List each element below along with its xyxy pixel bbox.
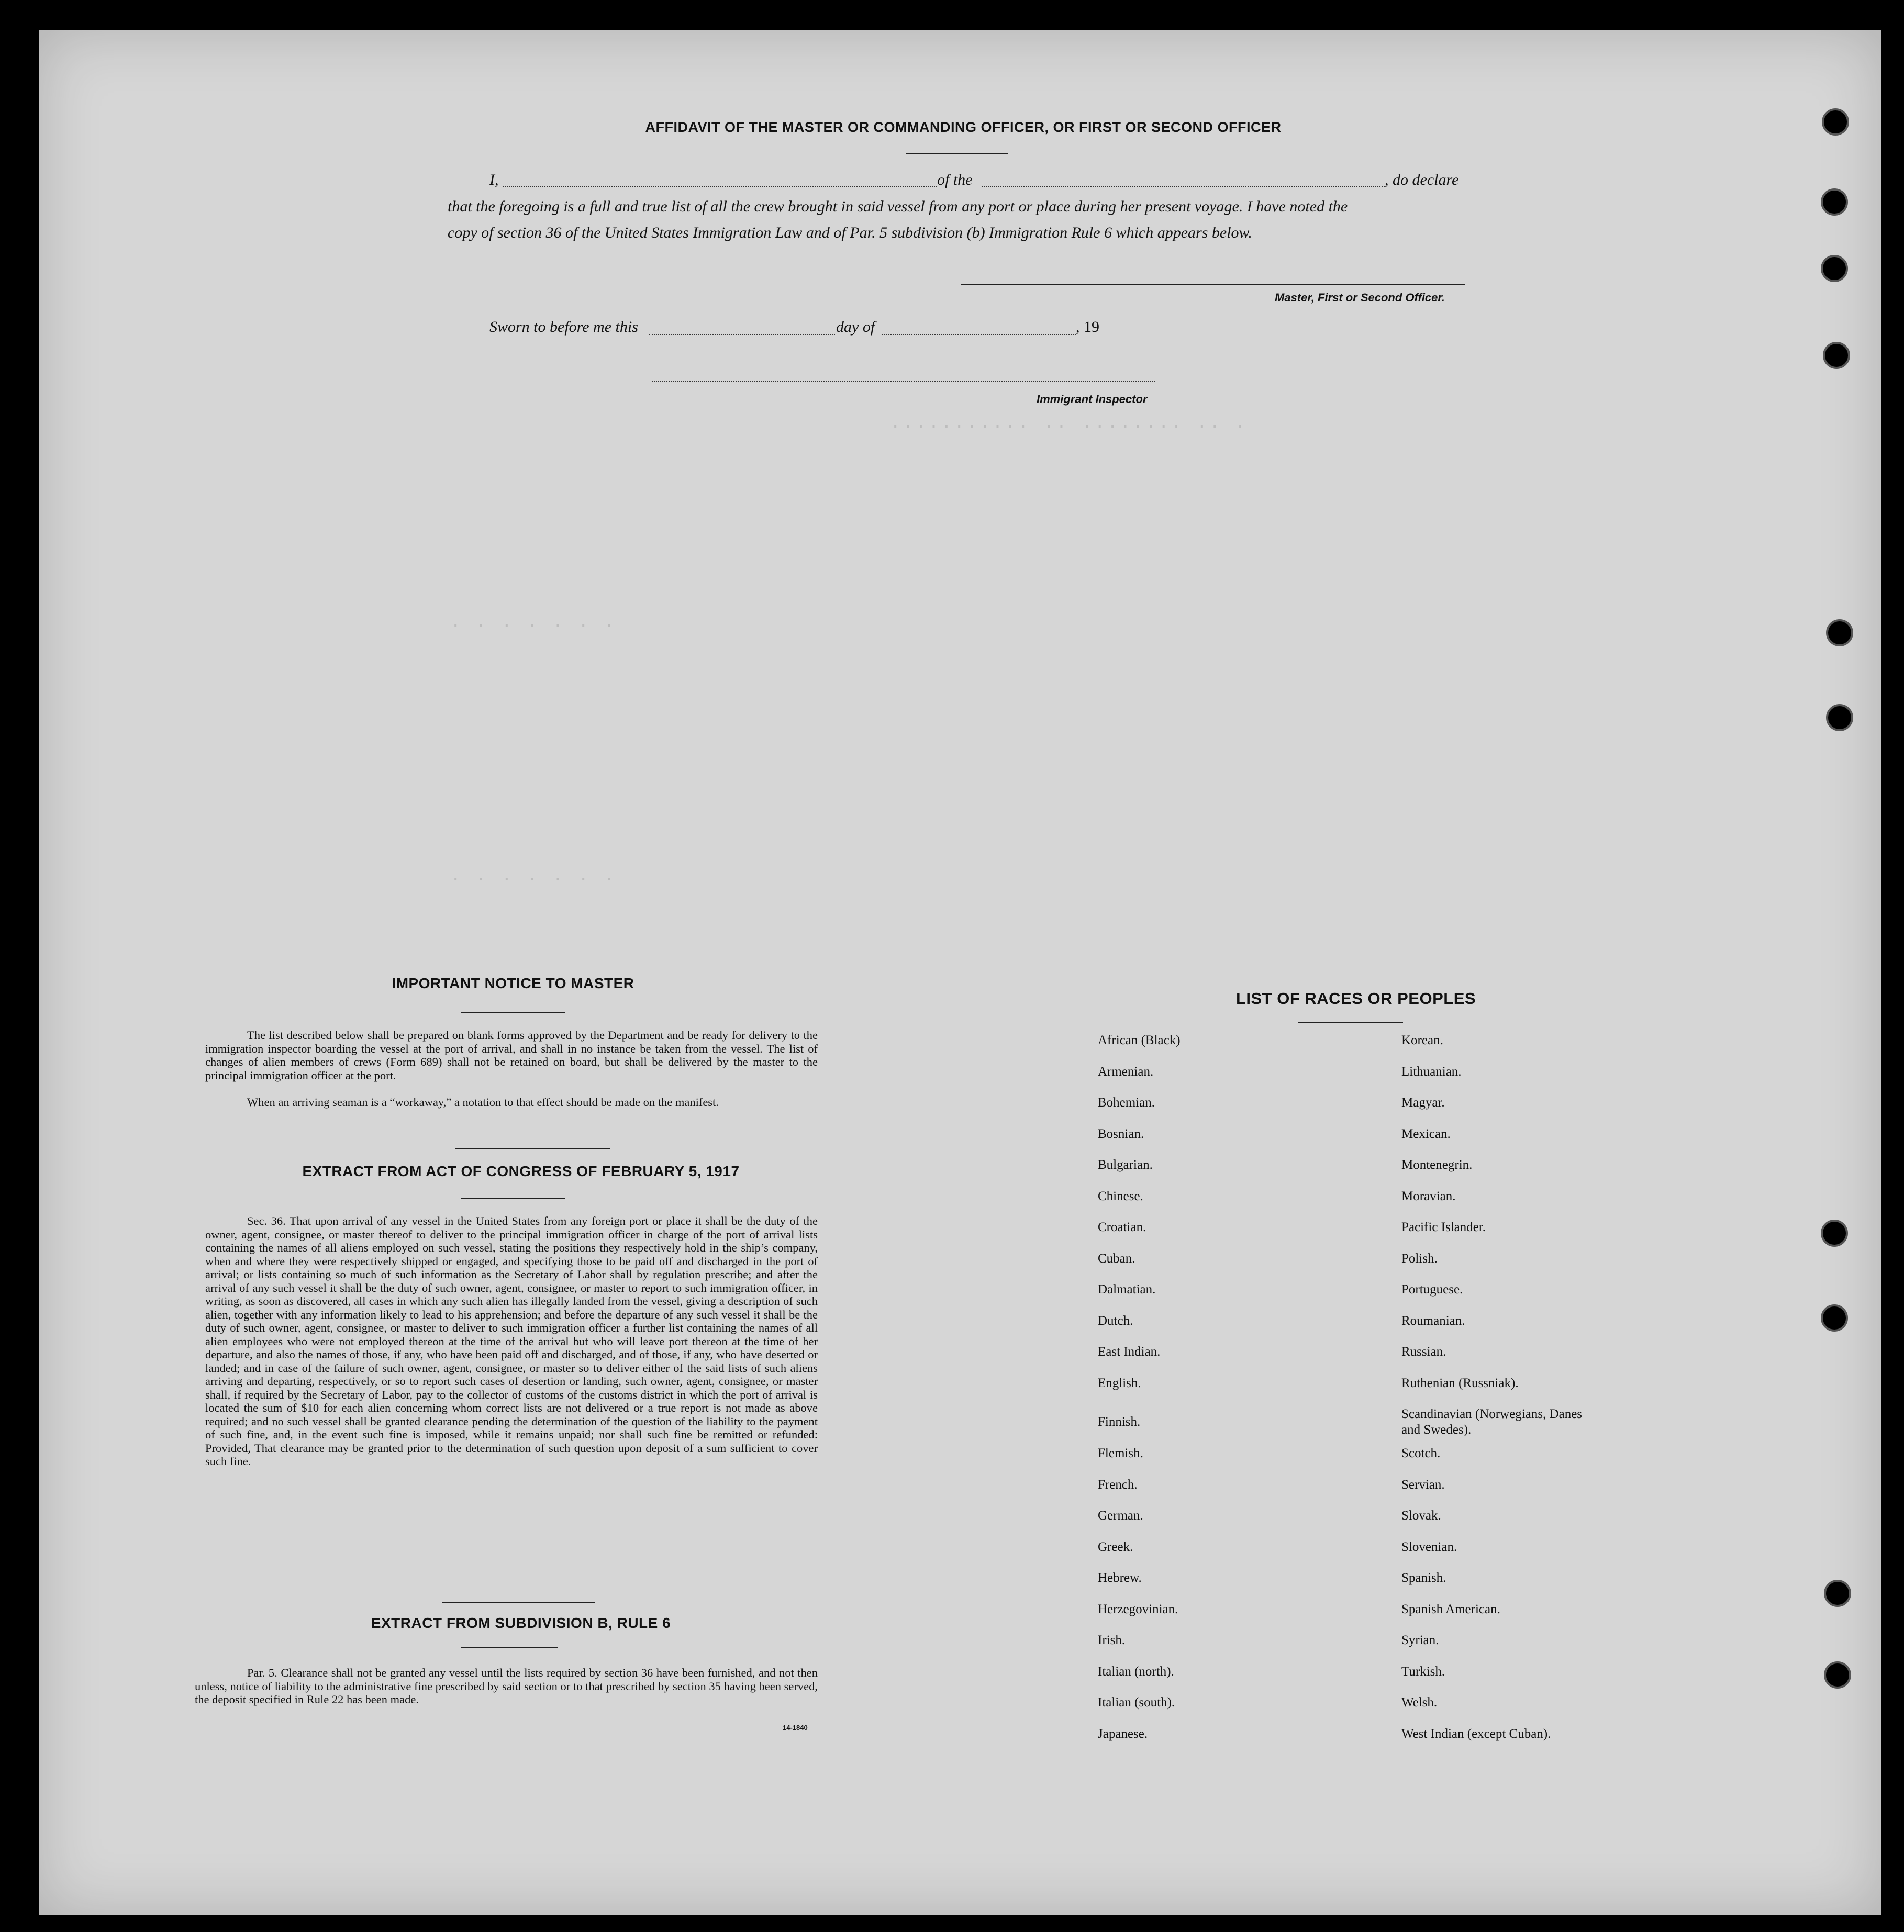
race-item: French. <box>1098 1477 1138 1492</box>
sworn-label: Sworn to before me this <box>489 318 638 336</box>
race-item: Roumanian. <box>1401 1313 1465 1328</box>
race-item: Bulgarian. <box>1098 1158 1153 1172</box>
race-item: Scotch. <box>1401 1446 1441 1460</box>
race-item: Turkish. <box>1401 1664 1445 1679</box>
race-item: Polish. <box>1401 1251 1438 1266</box>
race-item: Ruthenian (Russniak). <box>1401 1376 1519 1390</box>
races-right-column <box>1401 1033 1621 1757</box>
form-number: 14-1840 <box>783 1724 808 1732</box>
race-item: Servian. <box>1401 1477 1445 1492</box>
race-item: Slovak. <box>1401 1509 1441 1523</box>
race-item: Syrian. <box>1401 1633 1439 1647</box>
sworn-month-blank[interactable] <box>882 334 1076 335</box>
rule-text: Par. 5. Clearance shall not be granted any vessel until the lists required by section 36 have been furnished, and not then unless, notice of liability to the administrative fine prescribed by said section or to that prescribed by section 35 having been served, the deposit specified in Rule 22 has been made. <box>195 1666 818 1706</box>
race-item: Greek. <box>1098 1539 1133 1554</box>
race-item: Korean. <box>1401 1033 1443 1047</box>
declaration-line-3: copy of section 36 of the United States Immigration Law and of Par. 5 subdivision (b) Immigration Rule 6 which appears below. <box>448 224 1252 241</box>
race-item: German. <box>1098 1509 1143 1523</box>
race-item: Montenegrin. <box>1401 1158 1473 1172</box>
sworn-day-label: day of <box>836 318 875 336</box>
notice-paragraph-2: When an arriving seaman is a “workaway,” a notation to that effect should be made on the manifest. <box>247 1096 719 1109</box>
race-item: Dalmatian. <box>1098 1282 1156 1297</box>
officer-signature-line[interactable] <box>961 284 1465 285</box>
declaration-line-2: that the foregoing is a full and true list of all the crew brought in said vessel from any port or place during her present voyage. I have noted the <box>448 198 1348 215</box>
race-item: Slovenian. <box>1401 1539 1457 1554</box>
race-item: Mexican. <box>1401 1126 1451 1141</box>
race-item: Scandinavian (Norwegians, Danes and Swedes). <box>1401 1407 1583 1437</box>
race-item: Chinese. <box>1098 1189 1143 1203</box>
race-item: Irish. <box>1098 1633 1126 1647</box>
race-item: Portuguese. <box>1401 1282 1463 1297</box>
name-blank[interactable] <box>503 186 937 187</box>
race-item: Russian. <box>1401 1345 1446 1359</box>
section-rule-2 <box>442 1602 595 1603</box>
race-item: Italian (south). <box>1098 1695 1175 1710</box>
race-item: Armenian. <box>1098 1064 1154 1079</box>
act-heading: EXTRACT FROM ACT OF CONGRESS OF FEBRUARY 5, 1917 <box>302 1163 740 1179</box>
race-item: Welsh. <box>1401 1695 1438 1710</box>
race-item: Spanish American. <box>1401 1602 1500 1616</box>
notice-heading: IMPORTANT NOTICE TO MASTER <box>392 975 634 991</box>
races-rule <box>1298 1022 1403 1023</box>
race-item: West Indian (except Cuban). <box>1401 1726 1551 1741</box>
race-item: Hebrew. <box>1098 1571 1142 1585</box>
races-left-column <box>1098 1033 1333 1757</box>
notice-rule <box>461 1012 565 1013</box>
notice-paragraph-1: The list described below shall be prepared on blank forms approved by the Department and be ready for delivery to the immigration inspector boarding the vessel at the port of arrival, and shall in no instance be taken from the vessel. The list of changes of alien members of crews (Form 689) shall not be retained on board, but shall be delivered by the master to the principal immigration officer at the port. <box>205 1029 818 1082</box>
vessel-blank[interactable] <box>982 186 1385 187</box>
race-item: Cuban. <box>1098 1251 1135 1266</box>
sworn-year-label: , 19 <box>1076 318 1099 336</box>
rule-rule <box>461 1647 558 1648</box>
race-item: Spanish. <box>1401 1571 1446 1585</box>
officer-signature-label: Master, First or Second Officer. <box>1275 291 1445 304</box>
title-rule <box>906 153 1008 154</box>
affidavit-title: AFFIDAVIT OF THE MASTER OR COMMANDING OFFICER, OR FIRST OR SECOND OFFICER <box>645 119 1282 135</box>
race-item: African (Black) <box>1098 1033 1181 1047</box>
declare-suffix: , do declare <box>1385 171 1459 188</box>
races-heading: LIST OF RACES OR PEOPLES <box>1235 989 1476 1008</box>
race-item: Herzegovinian. <box>1098 1602 1178 1616</box>
inspector-signature-line[interactable] <box>652 381 1155 382</box>
race-item: Pacific Islander. <box>1401 1220 1486 1234</box>
race-item: Finnish. <box>1098 1415 1141 1429</box>
race-item: Dutch. <box>1098 1313 1133 1328</box>
declare-i-label: I, <box>489 171 499 188</box>
race-item: Lithuanian. <box>1401 1064 1462 1079</box>
race-item: East Indian. <box>1098 1345 1161 1359</box>
race-item: Bohemian. <box>1098 1096 1155 1110</box>
declare-of-label: of the <box>937 171 973 188</box>
race-item: Flemish. <box>1098 1446 1143 1460</box>
race-item: Japanese. <box>1098 1726 1148 1741</box>
race-item: Bosnian. <box>1098 1126 1144 1141</box>
race-item: Croatian. <box>1098 1220 1146 1234</box>
section-rule-1 <box>455 1148 610 1149</box>
inspector-label: Immigrant Inspector <box>1037 393 1148 406</box>
race-item: Italian (north). <box>1098 1664 1174 1679</box>
sworn-day-blank[interactable] <box>649 334 835 335</box>
race-item: Magyar. <box>1401 1096 1445 1110</box>
act-rule <box>461 1198 565 1199</box>
race-item: English. <box>1098 1376 1141 1390</box>
rule-heading: EXTRACT FROM SUBDIVISION B, RULE 6 <box>371 1615 671 1631</box>
act-text: Sec. 36. That upon arrival of any vessel in the United States from any foreign port or place it shall be the duty of the owner, agent, consignee, or master thereof to deliver to the principal immigration officer in charge of the port of arrival lists containing the names of all aliens employed on such vessel, stating the positions they respectively hold in the ship’s company, when and where they were respectively shipped or engaged, and specifying those to be paid off and discharged in the port of arrival; or lists containing so much of such information as the Secretary of Labor shall by regulation prescribe; and after the arrival of any such vessel it shall be the duty of such owner, agent, consignee, or master to report to such immigration officer, in writing, as soon as discovered, all cases in which any such alien has illegally landed from the vessel, giving a description of such alien, together with any information likely to lead to his apprehension; and before the departure of any such vessel it shall be the duty of such owner, agent, consignee, or master to deliver to such immigration officer a further list containing the names of all alien employees who were not employed thereon at the time of the arrival but who will leave port thereon at the time of her departure, and also the names of those, if any, who have been paid off and discharged, and of those, if any, who have deserted or landed; and in case of the failure of such owner, agent, consignee, or master so to deliver either of the said lists of such aliens arriving and departing, respectively, or so to report such cases of desertion or landing, such owner, agent, consignee, or master shall, if required by the Secretary of Labor, pay to the collector of customs of the customs district in which the port of arrival is located the sum of $10 for each alien concerning whom correct lists are not delivered or a true report is not made as above required; and no such vessel shall be granted clearance pending the determination of the question of the liability to the payment of such fine, and, in the event such fine is imposed, while it remains unpaid; nor shall such fine be remitted or refunded: Provided, That clearance may be granted prior to the determination of such question upon deposit of a sum sufficient to cover such fine. <box>205 1214 818 1468</box>
race-item: Moravian. <box>1401 1189 1456 1203</box>
